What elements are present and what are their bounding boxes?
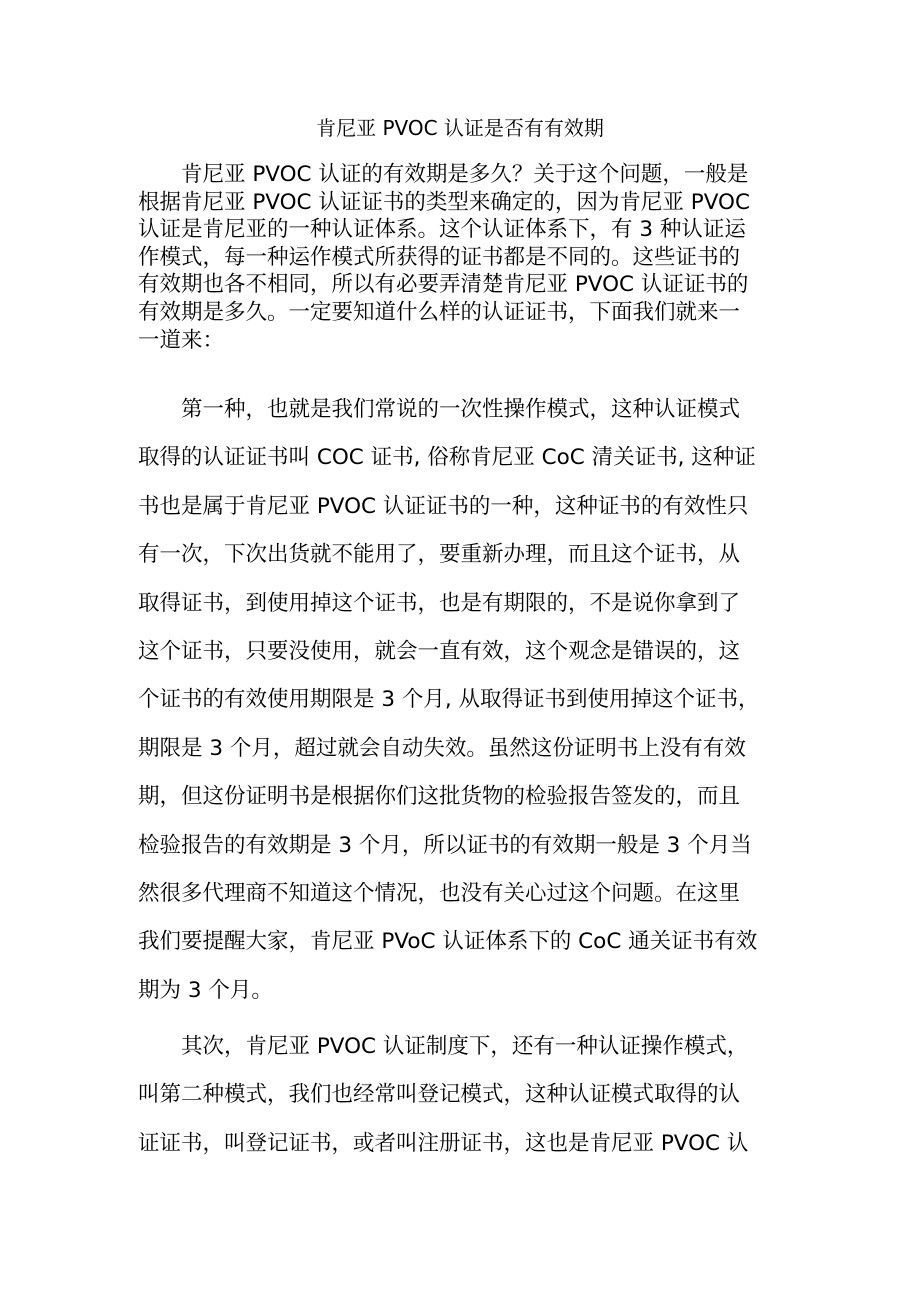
paragraph-line: 根据肯尼亚 PVOC 认证证书的类型来确定的，因为肯尼亚 PVOC <box>138 189 750 215</box>
paragraph-line: 期限是 3 个月，超过就会自动失效。虽然这份证明书上没有有效 <box>138 735 746 761</box>
paragraph-line: 我们要提醒大家，肯尼亚 PVoC 认证体系下的 CoC 通关证书有效 <box>138 929 758 955</box>
paragraph-second-mode <box>138 1023 794 1168</box>
document-title: 肯尼亚 PVOC 认证是否有有效期 <box>316 116 604 140</box>
paragraph-line: 检验报告的有效期是 3 个月，所以证书的有效期一般是 3 个月当 <box>138 832 752 858</box>
paragraph-first-mode <box>138 386 794 1015</box>
paragraph-line: 肯尼亚 PVOC 认证的有效期是多久？关于这个问题，一般是 <box>181 162 749 187</box>
paragraph-line: 证证书，叫登记证书，或者叫注册证书，这也是肯尼亚 PVOC 认 <box>138 1130 749 1156</box>
paragraph-line: 作模式，每一种运作模式所获得的证书都是不同的。这些证书的 <box>138 244 741 270</box>
paragraph-line: 这个证书，只要没使用，就会一直有效，这个观念是错误的，这 <box>138 639 741 665</box>
paragraph-line: 有效期是多久。一定要知道什么样的认证证书，下面我们就来一 <box>138 299 741 325</box>
paragraph-line: 然很多代理商不知道这个情况，也没有关心过这个问题。在这里 <box>138 881 741 907</box>
paragraph-line: 其次，肯尼亚 PVOC 认证制度下，还有一种认证操作模式， <box>181 1034 749 1059</box>
paragraph-line: 取得的认证证书叫 COC 证书, 俗称肯尼亚 CoC 清关证书, 这种证 <box>138 445 756 471</box>
paragraph-line: 个证书的有效使用期限是 3 个月, 从取得证书到使用掉这个证书， <box>138 687 760 713</box>
paragraph-line: 叫第二种模式，我们也经常叫登记模式，这种认证模式取得的认 <box>138 1082 741 1108</box>
paragraph-line: 书也是属于肯尼亚 PVOC 认证证书的一种，这种证书的有效性只 <box>138 493 749 519</box>
paragraph-line: 认证是肯尼亚的一种认证体系。这个认证体系下，有 3 种认证运 <box>138 217 746 243</box>
paragraph-line: 第一种，也就是我们常说的一次性操作模式，这种认证模式 <box>181 397 741 422</box>
paragraph-line: 期为 3 个月。 <box>138 977 273 1003</box>
paragraph-line: 一道来： <box>138 327 225 353</box>
paragraph-line: 有效期也各不相同，所以有必要弄清楚肯尼亚 PVOC 认证证书的 <box>138 272 749 298</box>
paragraph-line: 期，但这份证明书是根据你们这批货物的检验报告签发的，而且 <box>138 784 741 810</box>
paragraph-line: 有一次，下次出货就不能用了，要重新办理，而且这个证书，从 <box>138 542 741 568</box>
paragraph-intro <box>138 161 794 354</box>
paragraph-line: 取得证书，到使用掉这个证书，也是有期限的，不是说你拿到了 <box>138 590 741 616</box>
